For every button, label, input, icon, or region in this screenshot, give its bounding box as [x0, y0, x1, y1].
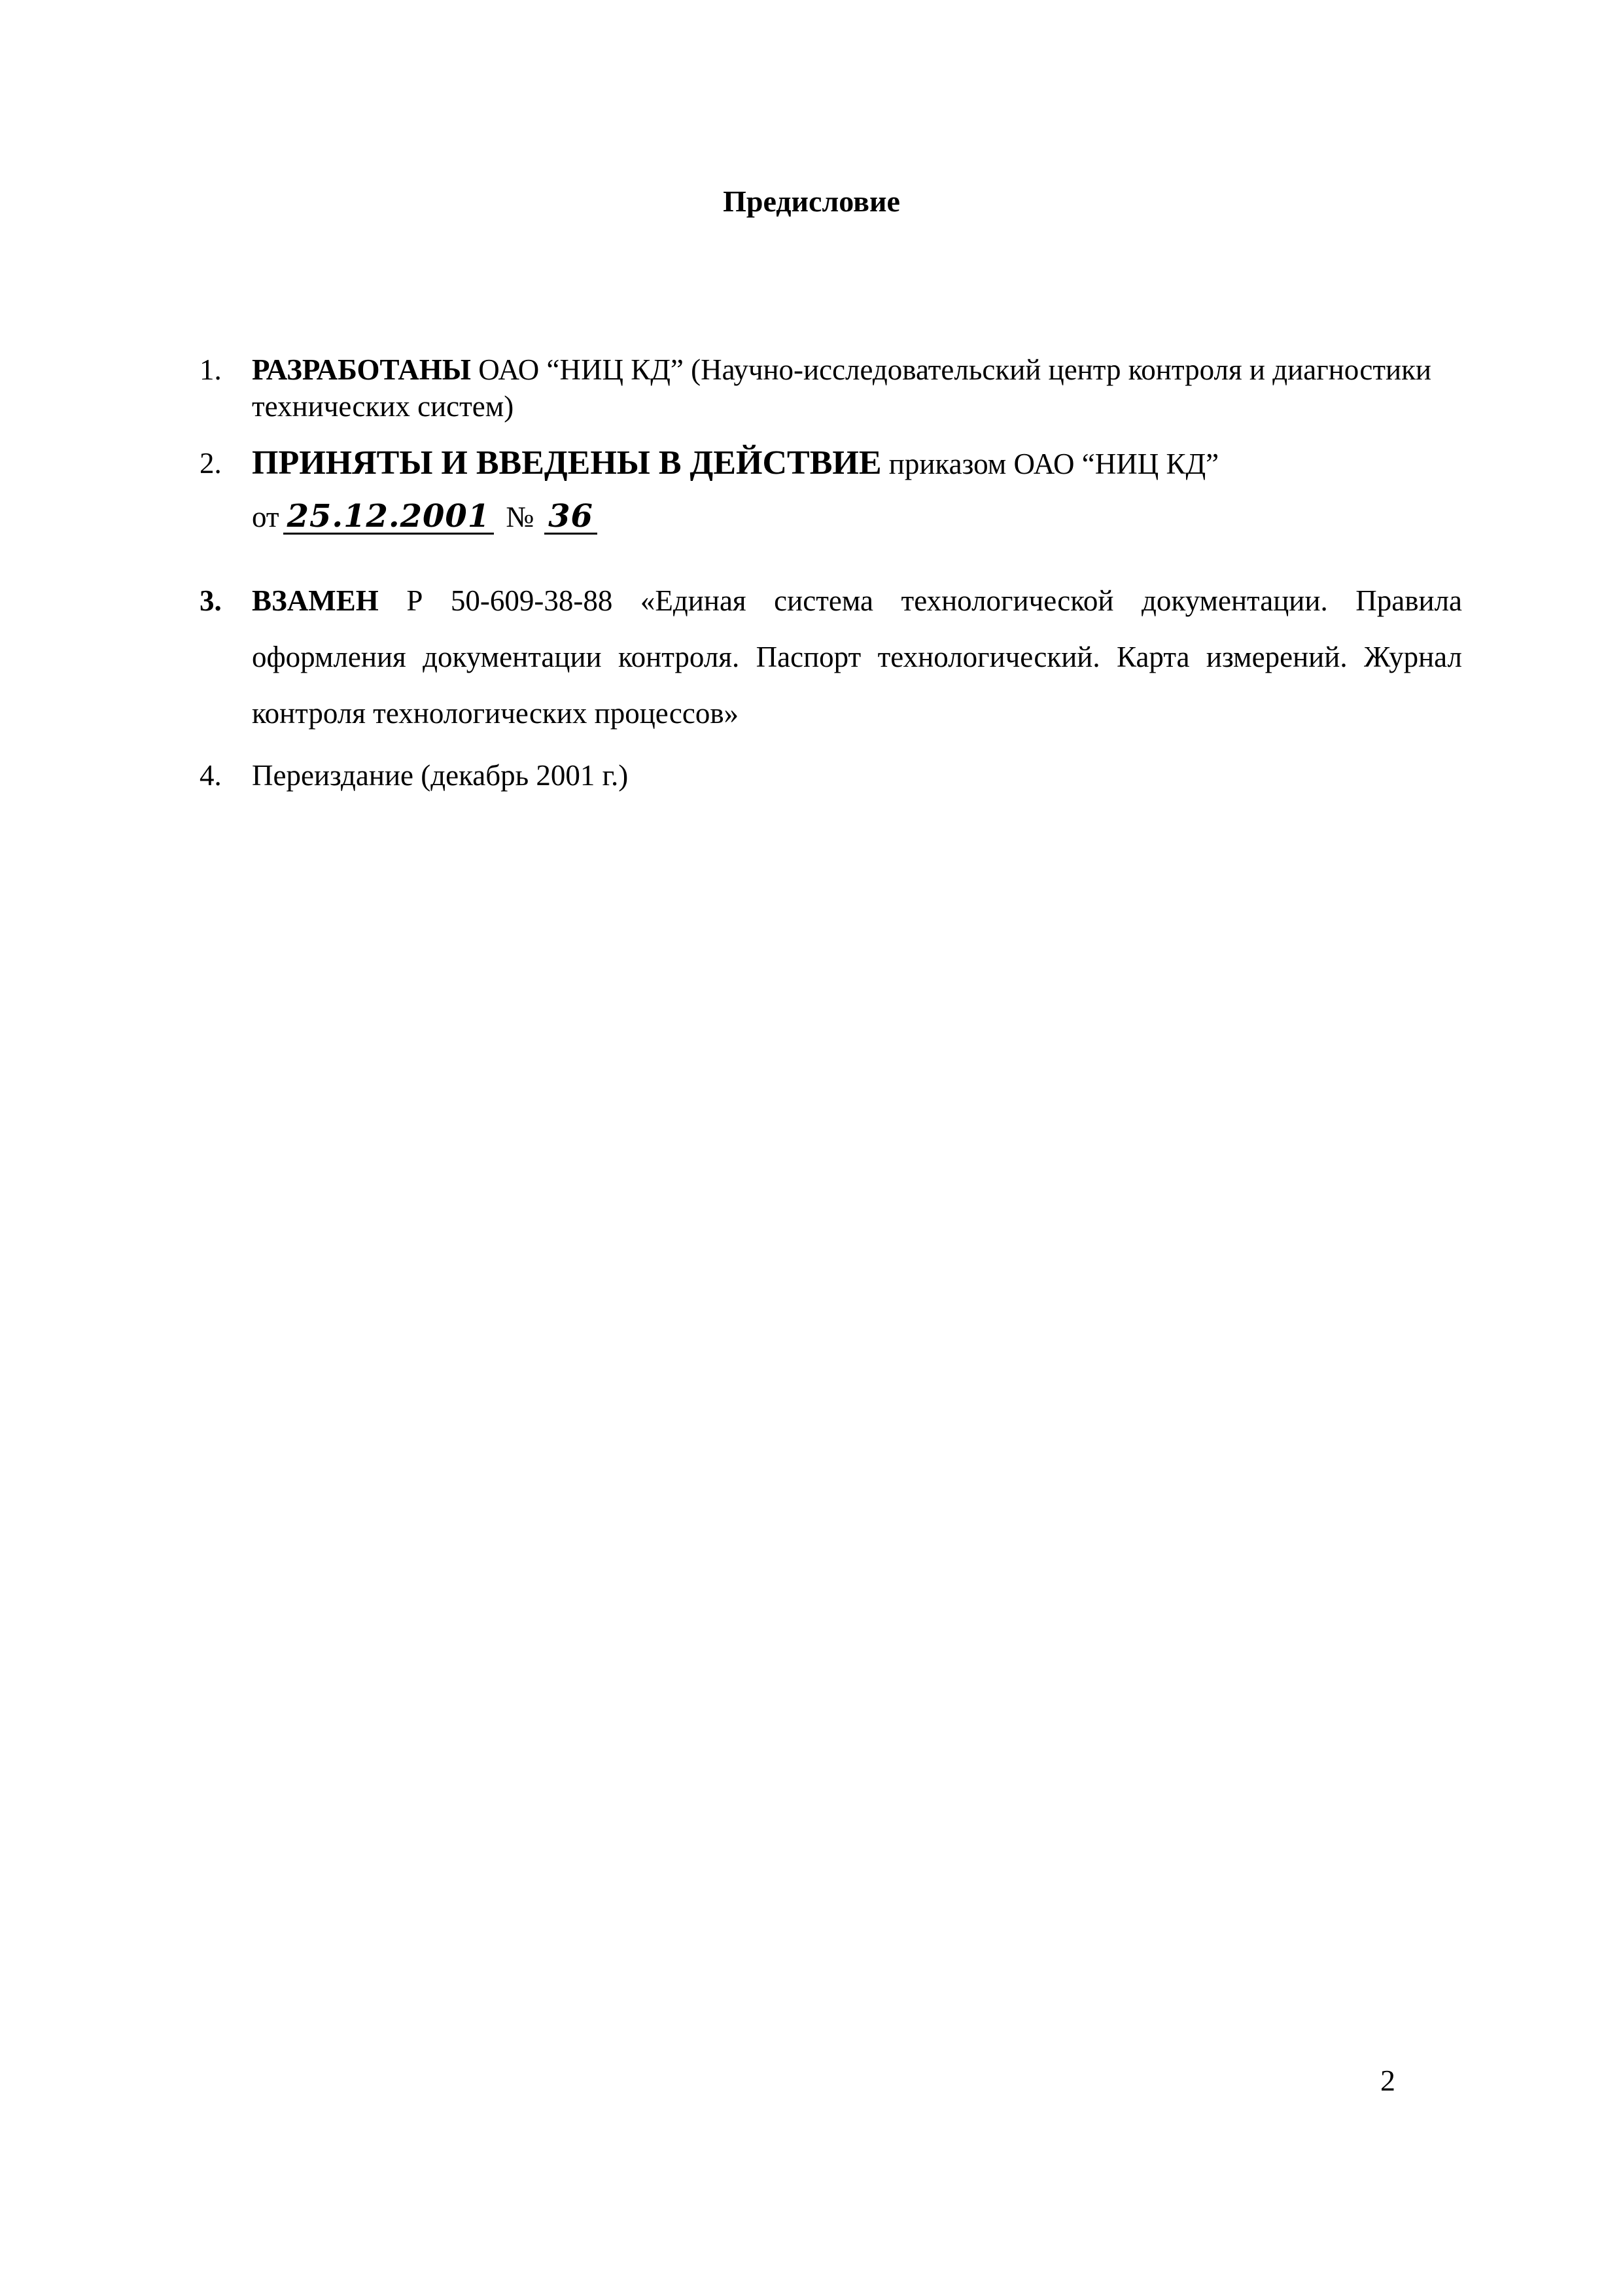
item-bold-term: ПРИНЯТЫ И ВВЕДЕНЫ В ДЕЙСТВИЕ: [252, 444, 882, 482]
handwritten-order-number: 36: [544, 500, 597, 535]
item-text: Переиздание (декабрь 2001 г.): [252, 759, 629, 792]
item-number: 2.: [200, 447, 222, 480]
order-date-line: [252, 497, 597, 537]
item-text: приказом ОАО “НИЦ КД”: [881, 448, 1219, 480]
item-bold-term: РАЗРАБОТАНЫ: [252, 353, 471, 386]
date-prefix: от: [252, 501, 279, 533]
number-sign: №: [506, 501, 534, 533]
item-number: 4.: [200, 759, 222, 792]
page-title: Предисловие: [723, 185, 900, 218]
item-bold-term: ВЗАМЕН: [252, 584, 379, 617]
handwritten-date: 25.12.2001: [283, 500, 495, 535]
item-first-line: [252, 444, 1219, 484]
item-body: [252, 756, 1462, 795]
item-text: ОАО “НИЦ КД” (Научно-исследовательский центр контроля и диагностики технических систем): [252, 353, 1432, 423]
item-number: 1.: [200, 353, 222, 386]
item-number: 3.: [200, 584, 222, 617]
item-body: [252, 351, 1462, 425]
item-text: Р 50-609-38-88 «Единая система технологической документации. Правила оформления документации контроля. Паспорт технологический. Карта измерений. Журнал контроля технологических процессов»: [252, 584, 1462, 730]
page-number: 2: [1380, 2064, 1395, 2097]
item-body: [252, 573, 1462, 741]
